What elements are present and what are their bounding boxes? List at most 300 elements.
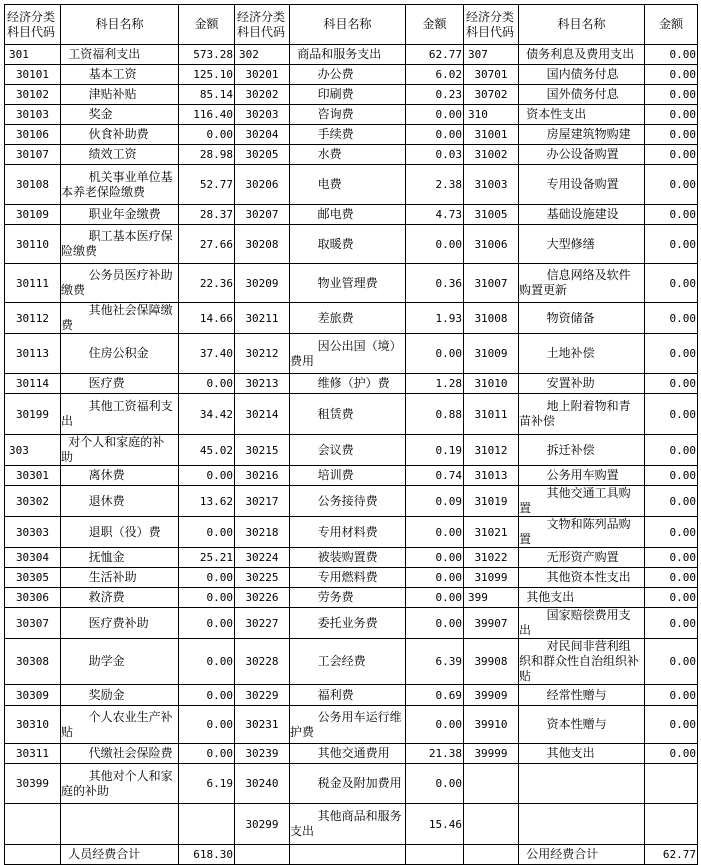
amount-cell: 0.00 bbox=[179, 374, 235, 394]
amount-cell: 0.00 bbox=[645, 125, 698, 145]
subject-name-cell: 税金及附加费用 bbox=[290, 764, 406, 804]
subject-code-cell: 31011 bbox=[464, 394, 519, 435]
subject-code-cell: 31003 bbox=[464, 165, 519, 205]
amount-cell: 0.00 bbox=[645, 374, 698, 394]
subject-code-cell: 30305 bbox=[5, 568, 61, 588]
subject-name-cell: 助学金 bbox=[61, 639, 179, 685]
amount-cell: 0.00 bbox=[406, 764, 464, 804]
amount-cell bbox=[645, 764, 698, 804]
amount-cell: 0.36 bbox=[406, 264, 464, 303]
subject-name-cell: 房屋建筑物购建 bbox=[519, 125, 645, 145]
subject-name-cell: 医疗费 bbox=[61, 374, 179, 394]
subject-code-cell: 30202 bbox=[235, 85, 290, 105]
subject-name-cell: 其他商品和服务支出 bbox=[290, 804, 406, 845]
subject-code-cell: 30304 bbox=[5, 548, 61, 568]
subject-name-cell: 无形资产购置 bbox=[519, 548, 645, 568]
subject-name-cell: 对民间非营利组织和群众性自治组织补贴 bbox=[519, 639, 645, 685]
amount-cell: 0.00 bbox=[645, 334, 698, 374]
table-row bbox=[5, 394, 698, 435]
subject-code-cell: 39910 bbox=[464, 706, 519, 744]
subject-name-cell: 拆迁补偿 bbox=[519, 435, 645, 466]
subject-code-cell: 30108 bbox=[5, 165, 61, 205]
amount-cell: 0.00 bbox=[645, 45, 698, 65]
amount-cell: 0.00 bbox=[179, 517, 235, 548]
subject-code-cell: 30109 bbox=[5, 205, 61, 225]
subject-name-cell: 公务员医疗补助缴费 bbox=[61, 264, 179, 303]
subject-code-cell: 31008 bbox=[464, 303, 519, 334]
subject-name-cell: 福利费 bbox=[290, 685, 406, 706]
subject-name-cell: 其他支出 bbox=[519, 744, 645, 764]
amount-cell: 45.02 bbox=[179, 435, 235, 466]
subject-name-cell bbox=[519, 804, 645, 845]
amount-cell: 0.00 bbox=[406, 608, 464, 639]
subject-code-cell: 30307 bbox=[5, 608, 61, 639]
amount-cell: 0.00 bbox=[645, 588, 698, 608]
subject-name-cell bbox=[61, 804, 179, 845]
amount-cell: 0.00 bbox=[179, 125, 235, 145]
amount-cell: 0.00 bbox=[645, 435, 698, 466]
subject-name-cell: 会议费 bbox=[290, 435, 406, 466]
amount-cell: 13.62 bbox=[179, 486, 235, 517]
amount-cell: 0.00 bbox=[645, 466, 698, 486]
amount-cell: 27.66 bbox=[179, 225, 235, 264]
header-name: 科目名称 bbox=[290, 5, 406, 45]
amount-cell: 0.00 bbox=[406, 517, 464, 548]
subject-code-cell bbox=[5, 845, 61, 865]
subject-code-cell: 31019 bbox=[464, 486, 519, 517]
amount-cell bbox=[406, 845, 464, 865]
table-row bbox=[5, 303, 698, 334]
amount-cell: 4.73 bbox=[406, 205, 464, 225]
subject-code-cell: 30211 bbox=[235, 303, 290, 334]
subject-code-cell: 30203 bbox=[235, 105, 290, 125]
amount-cell: 618.30 bbox=[179, 845, 235, 865]
amount-cell: 0.00 bbox=[645, 165, 698, 205]
subject-code-cell: 30308 bbox=[5, 639, 61, 685]
subject-code-cell: 30226 bbox=[235, 588, 290, 608]
subject-name-cell: 因公出国（境）费用 bbox=[290, 334, 406, 374]
amount-cell: 0.09 bbox=[406, 486, 464, 517]
amount-cell: 85.14 bbox=[179, 85, 235, 105]
subject-name-cell: 退职（役）费 bbox=[61, 517, 179, 548]
subject-name-cell: 绩效工资 bbox=[61, 145, 179, 165]
subject-name-cell: 邮电费 bbox=[290, 205, 406, 225]
subject-code-cell: 30204 bbox=[235, 125, 290, 145]
subject-name-cell: 伙食补助费 bbox=[61, 125, 179, 145]
subject-name-cell bbox=[290, 845, 406, 865]
subject-name-cell: 基本工资 bbox=[61, 65, 179, 85]
subject-code-cell: 31021 bbox=[464, 517, 519, 548]
amount-cell: 0.00 bbox=[645, 744, 698, 764]
subject-code-cell bbox=[464, 804, 519, 845]
table-row bbox=[5, 125, 698, 145]
subject-name-cell: 离休费 bbox=[61, 466, 179, 486]
subject-code-cell: 30311 bbox=[5, 744, 61, 764]
table-row bbox=[5, 85, 698, 105]
header-amount: 金额 bbox=[645, 5, 698, 45]
amount-cell: 14.66 bbox=[179, 303, 235, 334]
subject-code-cell: 310 bbox=[464, 105, 519, 125]
amount-cell: 0.00 bbox=[645, 548, 698, 568]
subject-name-cell: 职业年金缴费 bbox=[61, 205, 179, 225]
subject-code-cell bbox=[235, 845, 290, 865]
subject-code-cell: 30231 bbox=[235, 706, 290, 744]
amount-cell: 0.00 bbox=[406, 125, 464, 145]
amount-cell: 0.00 bbox=[645, 685, 698, 706]
amount-cell: 0.00 bbox=[179, 706, 235, 744]
subject-name-cell: 印刷费 bbox=[290, 85, 406, 105]
table-row bbox=[5, 225, 698, 264]
amount-cell: 0.00 bbox=[645, 205, 698, 225]
amount-cell: 0.00 bbox=[645, 608, 698, 639]
table-row bbox=[5, 568, 698, 588]
subject-name-cell: 人员经费合计 bbox=[61, 845, 179, 865]
subject-name-cell: 其他支出 bbox=[519, 588, 645, 608]
subject-code-cell: 307 bbox=[464, 45, 519, 65]
table-row bbox=[5, 435, 698, 466]
amount-cell: 1.28 bbox=[406, 374, 464, 394]
subject-code-cell: 30301 bbox=[5, 466, 61, 486]
amount-cell: 25.21 bbox=[179, 548, 235, 568]
header-code: 经济分类科目代码 bbox=[235, 5, 290, 45]
subject-name-cell: 信息网络及软件购置更新 bbox=[519, 264, 645, 303]
subject-code-cell: 30103 bbox=[5, 105, 61, 125]
subject-code-cell: 30302 bbox=[5, 486, 61, 517]
subject-code-cell: 30225 bbox=[235, 568, 290, 588]
subject-code-cell: 30113 bbox=[5, 334, 61, 374]
subject-code-cell: 30213 bbox=[235, 374, 290, 394]
subject-code-cell: 31009 bbox=[464, 334, 519, 374]
amount-cell: 0.00 bbox=[179, 744, 235, 764]
subject-code-cell: 39999 bbox=[464, 744, 519, 764]
header-name: 科目名称 bbox=[61, 5, 179, 45]
amount-cell: 0.00 bbox=[179, 639, 235, 685]
subject-code-cell: 30214 bbox=[235, 394, 290, 435]
subject-code-cell: 30207 bbox=[235, 205, 290, 225]
subject-name-cell: 手续费 bbox=[290, 125, 406, 145]
subject-name-cell: 办公费 bbox=[290, 65, 406, 85]
amount-cell: 28.98 bbox=[179, 145, 235, 165]
amount-cell: 34.42 bbox=[179, 394, 235, 435]
table-row bbox=[5, 264, 698, 303]
table-row bbox=[5, 588, 698, 608]
subject-name-cell: 基础设施建设 bbox=[519, 205, 645, 225]
amount-cell: 6.02 bbox=[406, 65, 464, 85]
amount-cell: 0.00 bbox=[645, 486, 698, 517]
subject-code-cell: 31005 bbox=[464, 205, 519, 225]
subject-name-cell: 生活补助 bbox=[61, 568, 179, 588]
subject-name-cell: 物资储备 bbox=[519, 303, 645, 334]
subject-name-cell: 抚恤金 bbox=[61, 548, 179, 568]
amount-cell: 15.46 bbox=[406, 804, 464, 845]
table-row bbox=[5, 145, 698, 165]
amount-cell: 0.00 bbox=[179, 588, 235, 608]
table-row bbox=[5, 466, 698, 486]
subject-name-cell: 差旅费 bbox=[290, 303, 406, 334]
header-amount: 金额 bbox=[406, 5, 464, 45]
amount-cell: 0.74 bbox=[406, 466, 464, 486]
amount-cell bbox=[645, 804, 698, 845]
amount-cell: 0.00 bbox=[179, 466, 235, 486]
table-row bbox=[5, 105, 698, 125]
amount-cell: 0.00 bbox=[179, 685, 235, 706]
subject-code-cell: 302 bbox=[235, 45, 290, 65]
amount-cell: 62.77 bbox=[406, 45, 464, 65]
subject-name-cell: 国外债务付息 bbox=[519, 85, 645, 105]
subject-code-cell: 31007 bbox=[464, 264, 519, 303]
subject-name-cell: 物业管理费 bbox=[290, 264, 406, 303]
subject-code-cell: 30229 bbox=[235, 685, 290, 706]
subject-code-cell: 31001 bbox=[464, 125, 519, 145]
subject-name-cell: 其他社会保障缴费 bbox=[61, 303, 179, 334]
subject-name-cell: 其他工资福利支出 bbox=[61, 394, 179, 435]
subject-code-cell: 30102 bbox=[5, 85, 61, 105]
subject-name-cell: 电费 bbox=[290, 165, 406, 205]
table-row bbox=[5, 486, 698, 517]
subject-code-cell: 31002 bbox=[464, 145, 519, 165]
subject-code-cell: 30209 bbox=[235, 264, 290, 303]
subject-code-cell: 30199 bbox=[5, 394, 61, 435]
amount-cell: 0.00 bbox=[179, 568, 235, 588]
subject-code-cell bbox=[464, 845, 519, 865]
subject-name-cell: 租赁费 bbox=[290, 394, 406, 435]
subject-name-cell: 公务用车购置 bbox=[519, 466, 645, 486]
subject-code-cell: 30228 bbox=[235, 639, 290, 685]
subject-code-cell: 30218 bbox=[235, 517, 290, 548]
subject-name-cell: 专用设备购置 bbox=[519, 165, 645, 205]
subject-name-cell: 资本性赠与 bbox=[519, 706, 645, 744]
table-row bbox=[5, 845, 698, 865]
table-row bbox=[5, 334, 698, 374]
amount-cell: 0.00 bbox=[645, 568, 698, 588]
subject-name-cell: 对个人和家庭的补助 bbox=[61, 435, 179, 466]
subject-name-cell: 专用材料费 bbox=[290, 517, 406, 548]
subject-code-cell: 31010 bbox=[464, 374, 519, 394]
subject-code-cell: 30306 bbox=[5, 588, 61, 608]
amount-cell: 116.40 bbox=[179, 105, 235, 125]
subject-name-cell: 代缴社会保险费 bbox=[61, 744, 179, 764]
amount-cell: 6.19 bbox=[179, 764, 235, 804]
table-row bbox=[5, 706, 698, 744]
subject-name-cell: 工资福利支出 bbox=[61, 45, 179, 65]
subject-code-cell bbox=[5, 804, 61, 845]
subject-name-cell: 水费 bbox=[290, 145, 406, 165]
subject-code-cell: 30309 bbox=[5, 685, 61, 706]
amount-cell: 0.19 bbox=[406, 435, 464, 466]
table-row bbox=[5, 744, 698, 764]
subject-name-cell: 个人农业生产补贴 bbox=[61, 706, 179, 744]
subject-code-cell: 39908 bbox=[464, 639, 519, 685]
subject-name-cell: 安置补助 bbox=[519, 374, 645, 394]
subject-code-cell: 303 bbox=[5, 435, 61, 466]
subject-name-cell: 其他对个人和家庭的补助 bbox=[61, 764, 179, 804]
amount-cell: 0.00 bbox=[645, 517, 698, 548]
subject-code-cell: 30106 bbox=[5, 125, 61, 145]
subject-code-cell: 39907 bbox=[464, 608, 519, 639]
amount-cell: 28.37 bbox=[179, 205, 235, 225]
subject-name-cell: 公用经费合计 bbox=[519, 845, 645, 865]
subject-name-cell: 其他资本性支出 bbox=[519, 568, 645, 588]
subject-code-cell: 30101 bbox=[5, 65, 61, 85]
subject-name-cell: 职工基本医疗保险缴费 bbox=[61, 225, 179, 264]
amount-cell: 125.10 bbox=[179, 65, 235, 85]
subject-code-cell: 31012 bbox=[464, 435, 519, 466]
subject-code-cell: 30239 bbox=[235, 744, 290, 764]
amount-cell: 0.00 bbox=[645, 264, 698, 303]
amount-cell: 2.38 bbox=[406, 165, 464, 205]
subject-name-cell: 救济费 bbox=[61, 588, 179, 608]
table-row bbox=[5, 639, 698, 685]
subject-name-cell: 国内债务付息 bbox=[519, 65, 645, 85]
amount-cell: 0.00 bbox=[645, 145, 698, 165]
header-name: 科目名称 bbox=[519, 5, 645, 45]
subject-name-cell: 公务接待费 bbox=[290, 486, 406, 517]
subject-name-cell: 土地补偿 bbox=[519, 334, 645, 374]
subject-name-cell: 奖金 bbox=[61, 105, 179, 125]
subject-name-cell: 取暖费 bbox=[290, 225, 406, 264]
subject-code-cell: 301 bbox=[5, 45, 61, 65]
subject-code-cell: 30303 bbox=[5, 517, 61, 548]
table-row bbox=[5, 608, 698, 639]
amount-cell: 62.77 bbox=[645, 845, 698, 865]
subject-code-cell: 30299 bbox=[235, 804, 290, 845]
subject-code-cell: 39909 bbox=[464, 685, 519, 706]
subject-code-cell: 30224 bbox=[235, 548, 290, 568]
table-row bbox=[5, 374, 698, 394]
subject-code-cell: 30216 bbox=[235, 466, 290, 486]
subject-code-cell: 30114 bbox=[5, 374, 61, 394]
subject-name-cell: 机关事业单位基本养老保险缴费 bbox=[61, 165, 179, 205]
header-amount: 金额 bbox=[179, 5, 235, 45]
subject-name-cell: 商品和服务支出 bbox=[290, 45, 406, 65]
subject-code-cell: 30310 bbox=[5, 706, 61, 744]
subject-name-cell: 被装购置费 bbox=[290, 548, 406, 568]
table-row bbox=[5, 205, 698, 225]
amount-cell: 0.00 bbox=[406, 706, 464, 744]
expenditure-table bbox=[4, 4, 698, 865]
subject-code-cell: 30110 bbox=[5, 225, 61, 264]
subject-name-cell: 其他交通费用 bbox=[290, 744, 406, 764]
subject-code-cell: 30112 bbox=[5, 303, 61, 334]
subject-code-cell: 31022 bbox=[464, 548, 519, 568]
subject-name-cell bbox=[519, 764, 645, 804]
amount-cell: 0.00 bbox=[645, 706, 698, 744]
table-row bbox=[5, 548, 698, 568]
subject-code-cell: 399 bbox=[464, 588, 519, 608]
header-code: 经济分类科目代码 bbox=[464, 5, 519, 45]
table-row bbox=[5, 65, 698, 85]
subject-name-cell: 培训费 bbox=[290, 466, 406, 486]
subject-name-cell: 文物和陈列品购置 bbox=[519, 517, 645, 548]
table-row bbox=[5, 45, 698, 65]
amount-cell: 573.28 bbox=[179, 45, 235, 65]
subject-code-cell: 30399 bbox=[5, 764, 61, 804]
subject-code-cell: 30212 bbox=[235, 334, 290, 374]
amount-cell: 0.00 bbox=[406, 568, 464, 588]
subject-name-cell: 医疗费补助 bbox=[61, 608, 179, 639]
amount-cell: 21.38 bbox=[406, 744, 464, 764]
subject-name-cell: 咨询费 bbox=[290, 105, 406, 125]
subject-code-cell: 30227 bbox=[235, 608, 290, 639]
subject-code-cell: 30208 bbox=[235, 225, 290, 264]
amount-cell: 0.00 bbox=[645, 105, 698, 125]
amount-cell: 0.00 bbox=[645, 639, 698, 685]
amount-cell: 0.00 bbox=[406, 225, 464, 264]
subject-code-cell: 30217 bbox=[235, 486, 290, 517]
subject-name-cell: 专用燃料费 bbox=[290, 568, 406, 588]
subject-code-cell: 30215 bbox=[235, 435, 290, 466]
subject-code-cell: 30240 bbox=[235, 764, 290, 804]
subject-code-cell bbox=[464, 764, 519, 804]
subject-name-cell: 退休费 bbox=[61, 486, 179, 517]
subject-code-cell: 30702 bbox=[464, 85, 519, 105]
subject-name-cell: 津贴补贴 bbox=[61, 85, 179, 105]
table-row bbox=[5, 764, 698, 804]
amount-cell: 0.00 bbox=[645, 303, 698, 334]
amount-cell: 0.69 bbox=[406, 685, 464, 706]
header-row bbox=[5, 5, 698, 45]
table-row bbox=[5, 165, 698, 205]
amount-cell: 0.23 bbox=[406, 85, 464, 105]
subject-name-cell: 债务利息及费用支出 bbox=[519, 45, 645, 65]
subject-code-cell: 31006 bbox=[464, 225, 519, 264]
subject-name-cell: 其他交通工具购置 bbox=[519, 486, 645, 517]
subject-code-cell: 30701 bbox=[464, 65, 519, 85]
subject-code-cell: 30107 bbox=[5, 145, 61, 165]
subject-name-cell: 维修（护）费 bbox=[290, 374, 406, 394]
subject-name-cell: 办公设备购置 bbox=[519, 145, 645, 165]
subject-code-cell: 31013 bbox=[464, 466, 519, 486]
subject-name-cell: 委托业务费 bbox=[290, 608, 406, 639]
subject-code-cell: 30111 bbox=[5, 264, 61, 303]
table-row bbox=[5, 804, 698, 845]
subject-name-cell: 大型修缮 bbox=[519, 225, 645, 264]
amount-cell: 0.03 bbox=[406, 145, 464, 165]
amount-cell: 0.00 bbox=[645, 225, 698, 264]
amount-cell: 0.00 bbox=[645, 394, 698, 435]
amount-cell bbox=[179, 804, 235, 845]
amount-cell: 0.00 bbox=[645, 85, 698, 105]
subject-code-cell: 30201 bbox=[235, 65, 290, 85]
subject-name-cell: 地上附着物和青苗补偿 bbox=[519, 394, 645, 435]
subject-name-cell: 资本性支出 bbox=[519, 105, 645, 125]
subject-code-cell: 30206 bbox=[235, 165, 290, 205]
subject-name-cell: 住房公积金 bbox=[61, 334, 179, 374]
subject-name-cell: 奖励金 bbox=[61, 685, 179, 706]
subject-name-cell: 经常性赠与 bbox=[519, 685, 645, 706]
amount-cell: 0.00 bbox=[406, 334, 464, 374]
amount-cell: 0.00 bbox=[406, 548, 464, 568]
amount-cell: 0.00 bbox=[406, 588, 464, 608]
amount-cell: 52.77 bbox=[179, 165, 235, 205]
header-code: 经济分类科目代码 bbox=[5, 5, 61, 45]
subject-name-cell: 公务用车运行维护费 bbox=[290, 706, 406, 744]
amount-cell: 6.39 bbox=[406, 639, 464, 685]
amount-cell: 1.93 bbox=[406, 303, 464, 334]
amount-cell: 0.00 bbox=[645, 65, 698, 85]
subject-code-cell: 31099 bbox=[464, 568, 519, 588]
amount-cell: 0.88 bbox=[406, 394, 464, 435]
amount-cell: 37.40 bbox=[179, 334, 235, 374]
amount-cell: 0.00 bbox=[406, 105, 464, 125]
subject-code-cell: 30205 bbox=[235, 145, 290, 165]
amount-cell: 0.00 bbox=[179, 608, 235, 639]
subject-name-cell: 国家赔偿费用支出 bbox=[519, 608, 645, 639]
amount-cell: 22.36 bbox=[179, 264, 235, 303]
subject-name-cell: 劳务费 bbox=[290, 588, 406, 608]
subject-name-cell: 工会经费 bbox=[290, 639, 406, 685]
table-row bbox=[5, 517, 698, 548]
